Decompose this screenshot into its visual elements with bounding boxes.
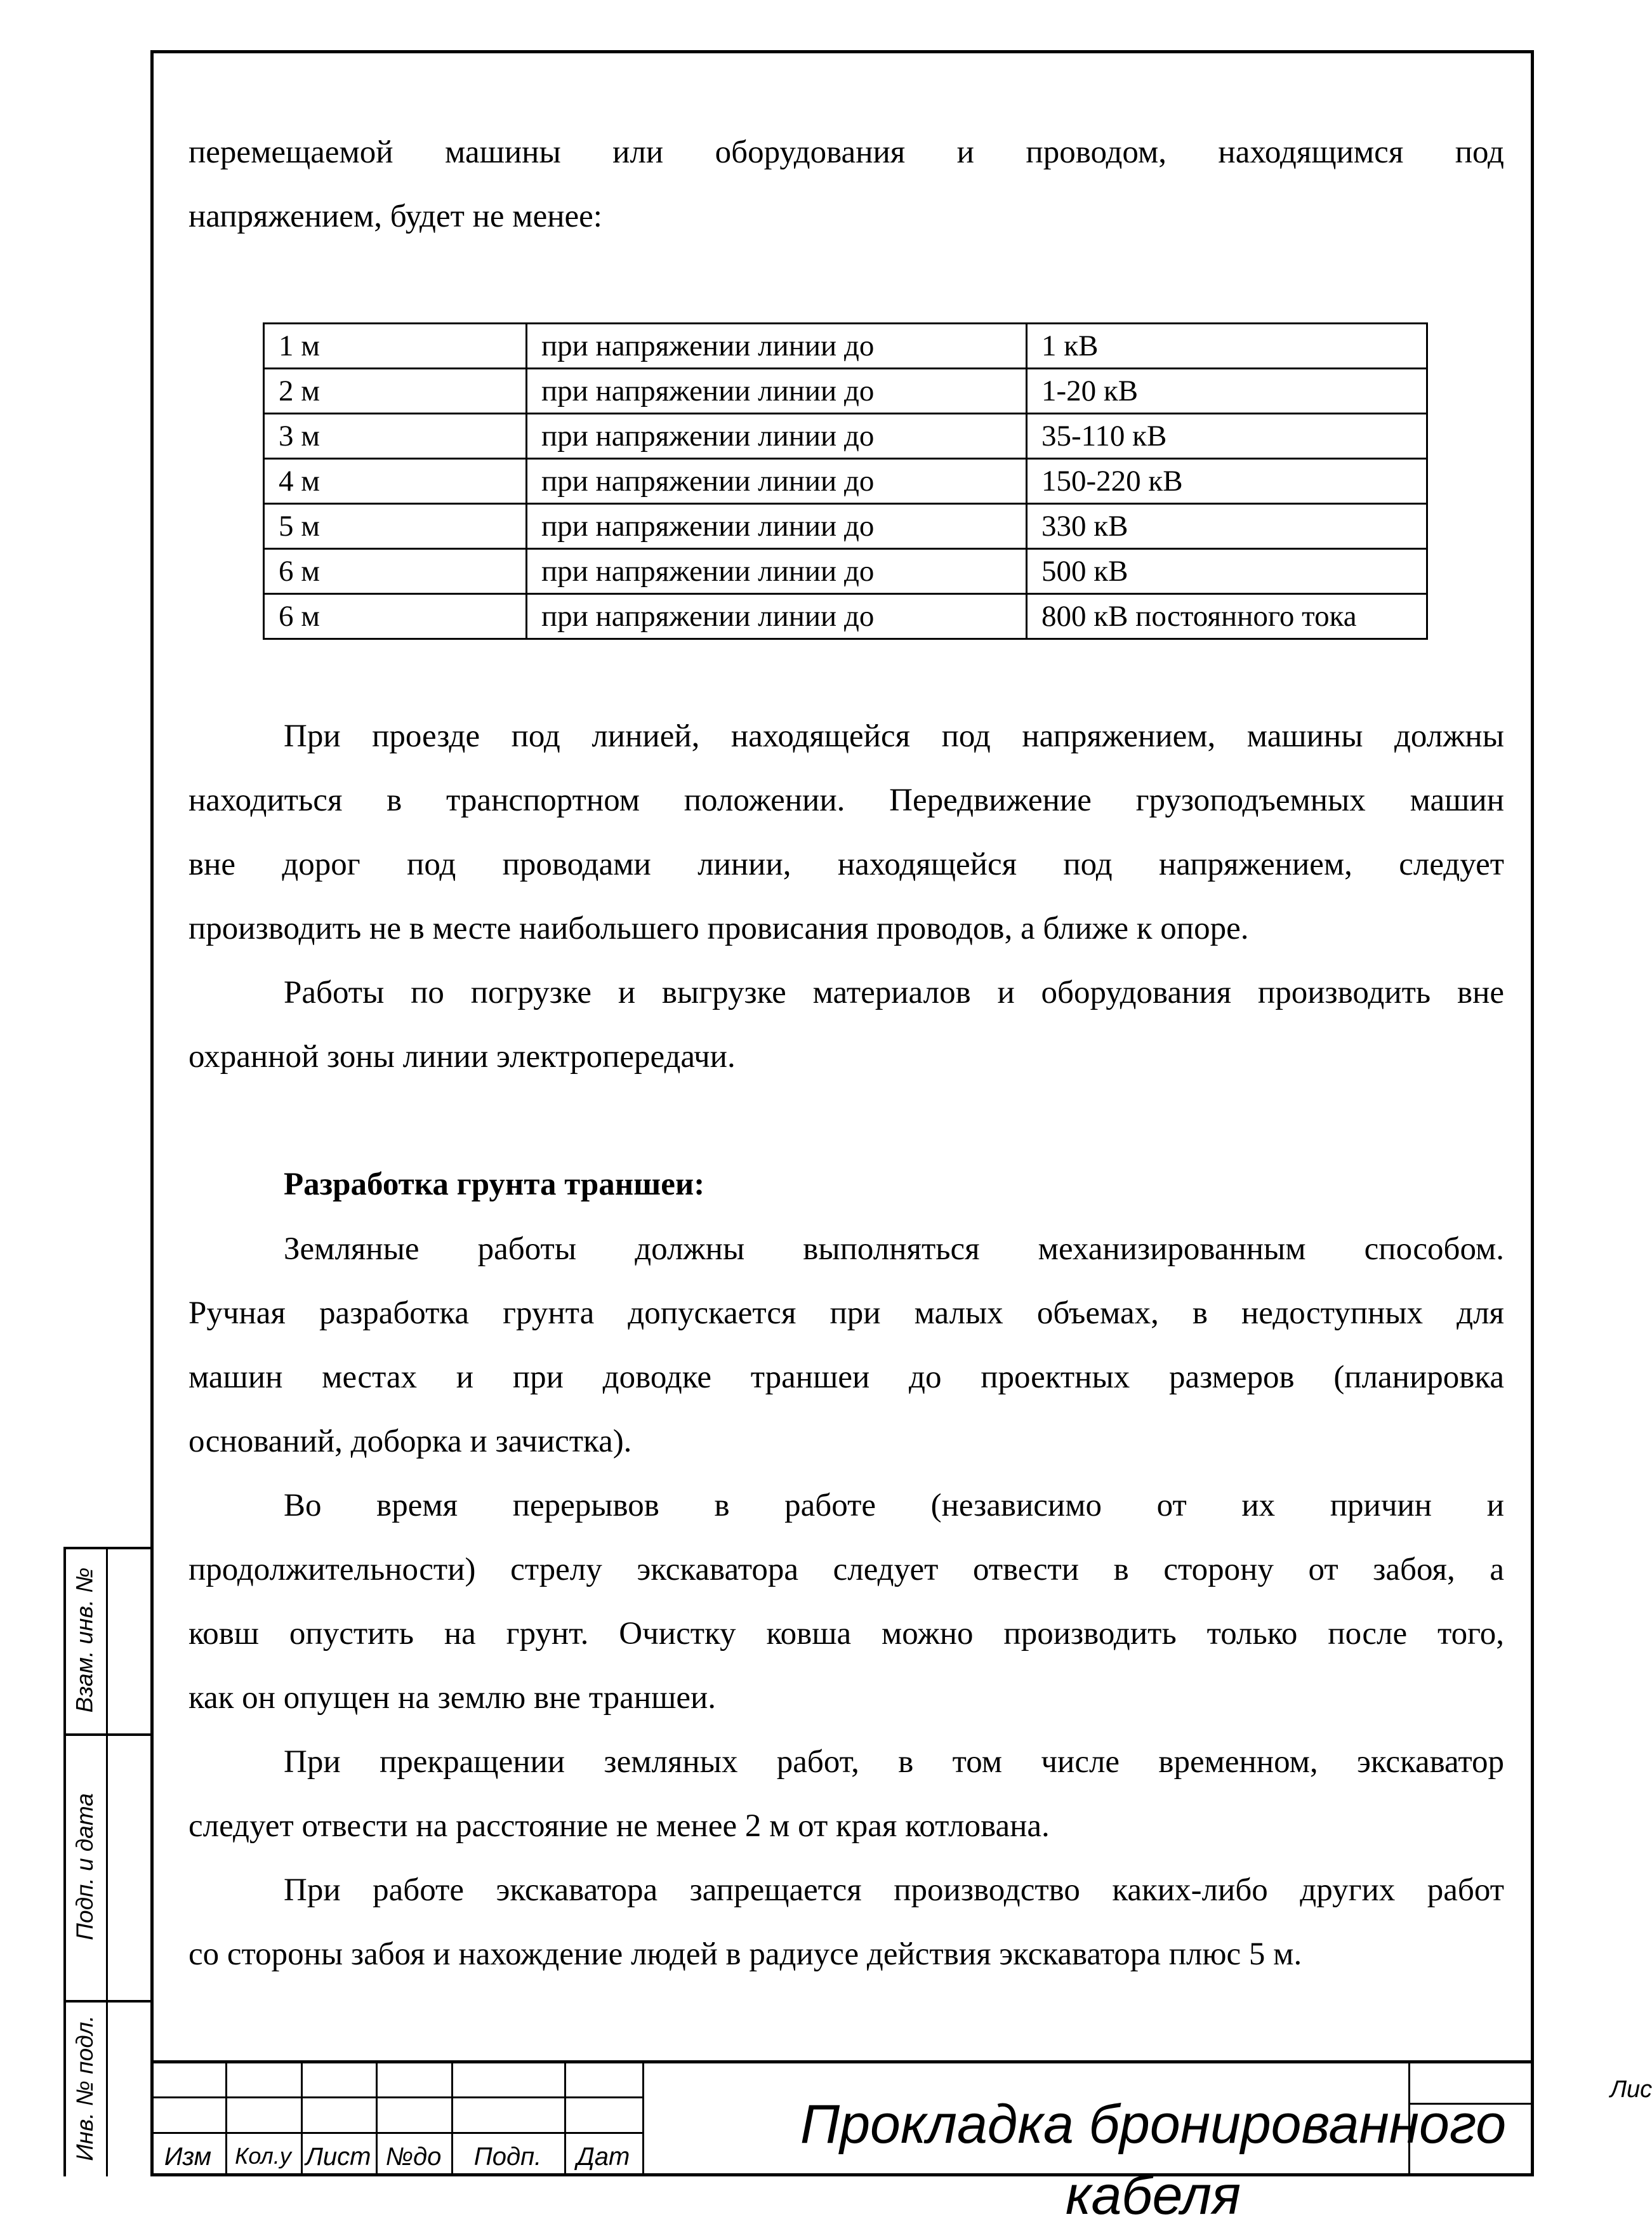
grid-line xyxy=(642,2063,644,2176)
table-row xyxy=(264,369,1427,414)
table-cell: 2 м xyxy=(264,369,527,414)
header-list: Лист xyxy=(305,2143,371,2171)
table-cell: 500 кВ xyxy=(1027,549,1427,594)
side-label-podp-wrap xyxy=(63,1733,106,2000)
table-cell: 6 м xyxy=(264,549,527,594)
paragraph-loading xyxy=(188,961,1504,1089)
side-label-vzam-wrap xyxy=(63,1547,106,1733)
table-cell: 1-20 кВ xyxy=(1027,369,1427,414)
text-line: со стороны забоя и нахождение людей в радиусе действия экскаватора плюс 5 м. xyxy=(188,1936,1302,1972)
table-cell: 6 м xyxy=(264,594,527,639)
distance-table xyxy=(263,322,1428,640)
paragraph-intro xyxy=(188,121,1504,249)
header-kolu: Кол.у xyxy=(235,2143,291,2169)
table-cell: при напряжении линии до xyxy=(527,369,1027,414)
header-podp: Подп. xyxy=(473,2143,542,2171)
table-cell: 35-110 кВ xyxy=(1027,414,1427,459)
text-line: оснований, доборка и зачистка). xyxy=(188,1424,632,1459)
text-line: При работе экскаватора запрещается производство каких-либо других работ xyxy=(284,1872,1504,1908)
table-cell: 150-220 кВ xyxy=(1027,459,1427,504)
table-cell: 1 кВ xyxy=(1027,324,1427,369)
table-cell: при напряжении линии до xyxy=(527,414,1027,459)
text-line: Земляные работы должны выполняться механизированным способом. xyxy=(284,1231,1504,1267)
text-line: При прекращении земляных работ, в том числе временном, экскаватор xyxy=(284,1744,1504,1780)
text-line: ковш опустить на грунт. Очистку ковша можно производить только после того, xyxy=(188,1616,1504,1652)
text-line: как он опущен на землю вне траншеи. xyxy=(188,1680,717,1716)
text-line: вне дорог под проводами линии, находящейся под напряжением, следует xyxy=(188,847,1504,882)
paragraph-prohibit xyxy=(188,1858,1504,1987)
table-cell: при напряжении линии до xyxy=(527,549,1027,594)
table-cell: 3 м xyxy=(264,414,527,459)
side-label-inv-wrap xyxy=(63,2000,106,2176)
paragraph-earthworks xyxy=(188,1217,1504,1474)
table-row xyxy=(264,459,1427,504)
text-line: Работы по погрузке и выгрузке материалов и оборудования производить вне xyxy=(284,975,1504,1010)
text-line: продолжительности) стрелу экскаватора следует отвести в сторону от забоя, а xyxy=(188,1552,1504,1587)
paragraph-passage xyxy=(188,705,1504,961)
table-row xyxy=(264,324,1427,369)
sheet-label: Лис xyxy=(1610,2076,1652,2103)
header-data: Дат xyxy=(576,2143,630,2171)
text-line: охранной зоны линии электропередачи. xyxy=(188,1039,736,1075)
side-label-vzam: Взам. инв. № xyxy=(71,1567,98,1713)
table-cell: 800 кВ постоянного тока xyxy=(1027,594,1427,639)
text-line: следует отвести на расстояние не менее 2 м от края котлована. xyxy=(188,1808,1050,1844)
table-row xyxy=(264,549,1427,594)
grid-line xyxy=(150,2132,642,2134)
table-cell: при напряжении линии до xyxy=(527,459,1027,504)
table-row xyxy=(264,504,1427,549)
text-line: производить не в месте наибольшего провисания проводов, а ближе к опоре. xyxy=(188,911,1249,946)
header-izm: Изм xyxy=(164,2143,212,2171)
side-label-podp: Подп. и дата xyxy=(71,1793,98,1940)
side-divider xyxy=(106,1547,108,2176)
table-cell: 4 м xyxy=(264,459,527,504)
paragraph-breaks xyxy=(188,1474,1504,1730)
text-line: находиться в транспортном положении. Передвижение грузоподъемных машин xyxy=(188,783,1504,818)
table-cell: 1 м xyxy=(264,324,527,369)
table-cell: при напряжении линии до xyxy=(527,324,1027,369)
table-cell: при напряжении линии до xyxy=(527,504,1027,549)
table-cell: при напряжении линии до xyxy=(527,594,1027,639)
header-ndoc: №до xyxy=(385,2143,442,2171)
text-line: Во время перерывов в работе (независимо от их причин и xyxy=(284,1488,1504,1523)
text-line: перемещаемой машины или оборудования и проводом, находящимся под xyxy=(188,135,1504,170)
text-line: машин местах и при доводке траншеи до проектных размеров (планировка xyxy=(188,1360,1504,1395)
table-cell: 330 кВ xyxy=(1027,504,1427,549)
document-title: Прокладка бронированного кабеля xyxy=(800,2094,1507,2226)
text-line: напряжением, будет не менее: xyxy=(188,199,602,234)
text-line: Ручная разработка грунта допускается при малых объемах, в недоступных для xyxy=(188,1295,1504,1331)
table-row xyxy=(264,414,1427,459)
text-line: При проезде под линией, находящейся под напряжением, машины должны xyxy=(284,718,1504,754)
table-cell: 5 м xyxy=(264,504,527,549)
grid-line xyxy=(150,2096,642,2098)
table-row xyxy=(264,594,1427,639)
section-heading: Разработка грунта траншеи: xyxy=(284,1167,705,1202)
paragraph-stop xyxy=(188,1730,1504,1858)
side-strip xyxy=(63,1547,150,2176)
title-block xyxy=(150,2060,1652,2226)
side-label-inv: Инв. № подл. xyxy=(71,2015,98,2161)
